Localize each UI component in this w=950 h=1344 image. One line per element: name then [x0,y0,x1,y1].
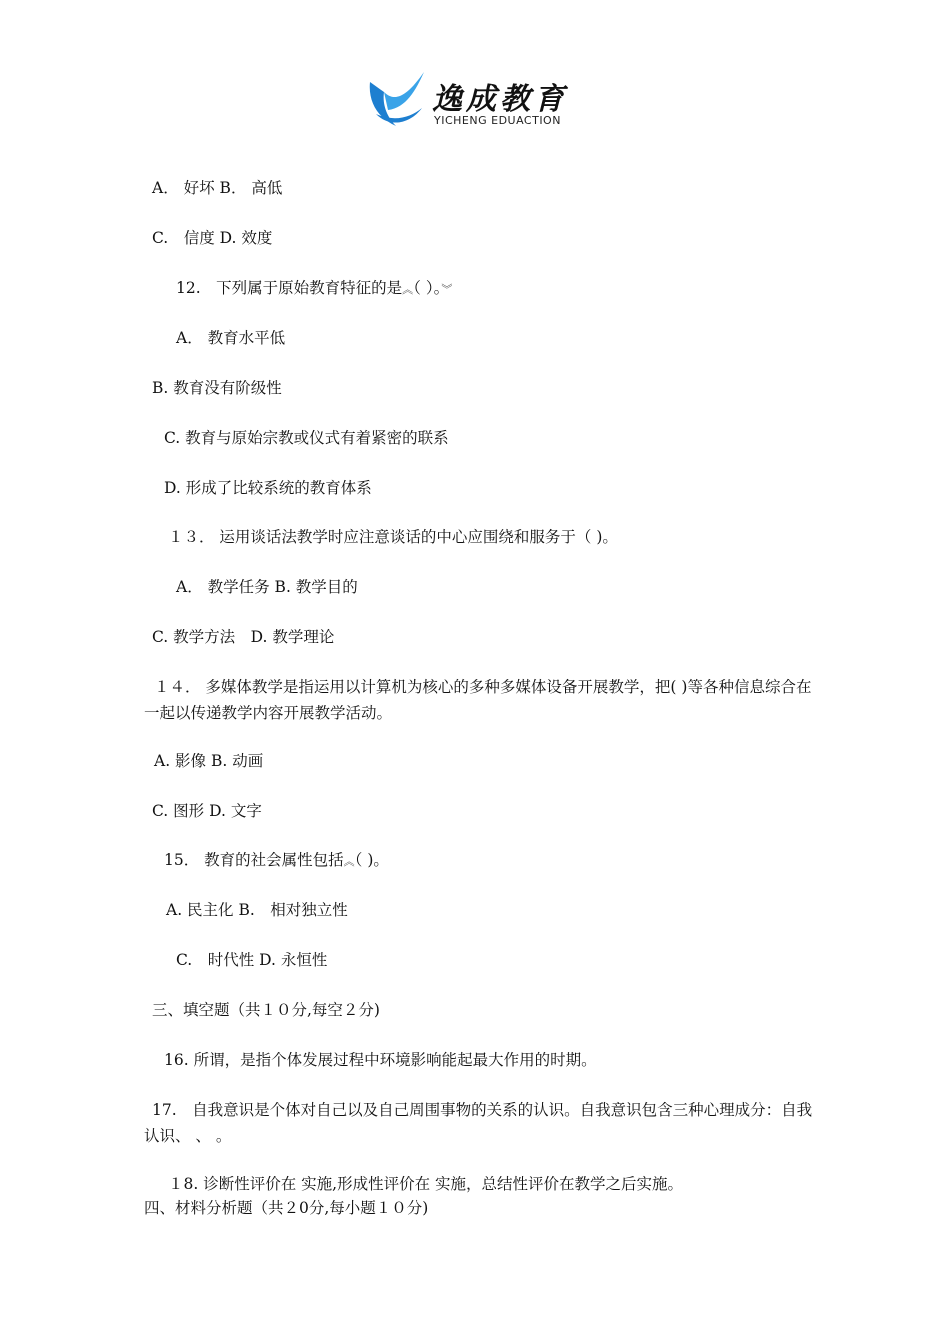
q16-question: 16. 所谓，是指个体发展过程中环境影响能起最大作用的时期。 [164,1051,597,1069]
q11-options-ab: A． 好坏 B． 高低 [152,179,283,197]
logo [366,68,586,132]
q17-question: 17. 自我意识是个体对自己以及自己周围事物的关系的认识。自我意识包含三种心理成分：自我认识、 、 。 [144,1101,813,1145]
q15-question [164,849,389,873]
section-4-heading: 四、材料分析题（共２0分,每小题１０分) [144,1199,429,1217]
q12-question [176,277,452,301]
q12-option-b: B. 教育没有阶级性 [152,379,282,397]
q14-question: １４． 多媒体教学是指运用以计算机为核心的多种多媒体设备开展教学，把( )等各种信息综合在一起以传递教学内容开展教学活动。 [144,678,812,722]
logo-swoosh-icon [366,68,428,130]
q12-mark-right: ︾ [441,283,453,296]
q15-tail: （ )。 [354,851,389,869]
q15-mark: ︽ [343,855,355,868]
q12-option-c: C. 教育与原始宗教或仪式有着紧密的联系 [164,429,449,447]
section-3-heading: 三、填空题（共１０分,每空２分) [152,1001,380,1019]
q12-option-d: D. 形成了比较系统的教育体系 [164,479,372,497]
q13-options-ab: A． 教学任务 B. 教学目的 [176,578,358,596]
q15-options-ab: A. 民主化 B. 相对独立性 [166,901,348,919]
q13-question: １３． 运用谈话法教学时应注意谈话的中心应围绕和服务于（ )。 [168,528,618,546]
q13-options-cd: C. 教学方法 D. 教学理论 [152,628,335,646]
q11-options-cd: C. 信度 D. 效度 [152,229,273,247]
logo-brand-en: YICHENG EDUACTION [434,114,561,127]
q15-options-cd: C. 时代性 D. 永恒性 [176,951,328,969]
q14-options-cd: C. 图形 D. 文字 [152,802,262,820]
q12-mark-left: ︽ [402,283,414,296]
q18-question: １8. 诊断性评价在 实施,形成性评价在 实施，总结性评价在教学之后实施。 [168,1175,683,1193]
logo-brand-cn: 逸成教育 [432,82,568,117]
q14-options-ab: A. 影像 B. 动画 [154,752,264,770]
q12-tail: （ ）。 [413,279,442,297]
q15-text: 15． 教育的社会属性包括 [164,851,344,869]
q12-option-a: A． 教育水平低 [176,329,286,347]
q12-text: 12. 下列属于原始教育特征的是 [176,279,403,297]
